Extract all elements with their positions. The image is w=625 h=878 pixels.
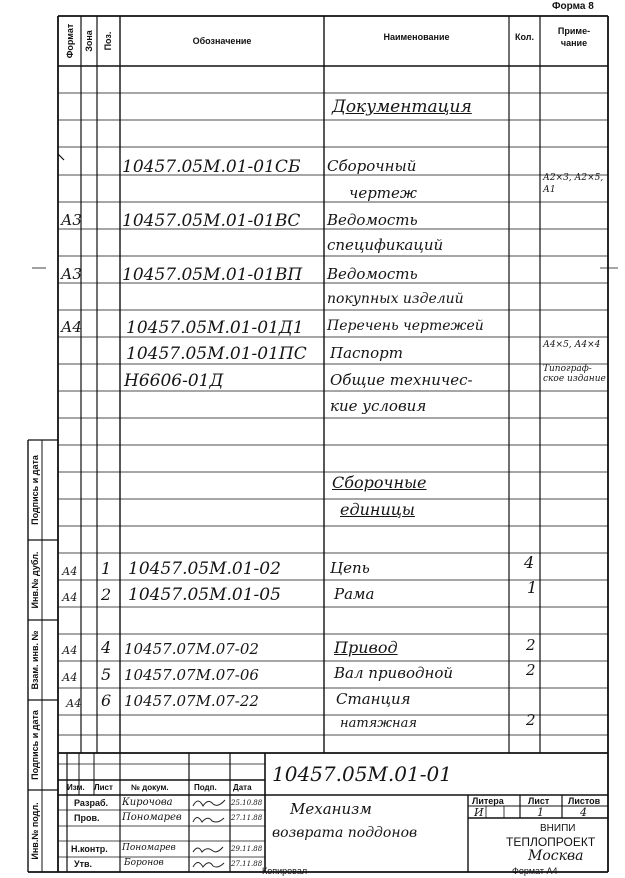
header-note-line1: Приме-: [557, 26, 591, 36]
side-vzam-inv: Взам. инв. №: [30, 630, 40, 690]
row-name-cont: натяжная: [340, 716, 417, 731]
header-zone: Зона: [84, 30, 94, 52]
tb-nkontr-date: 29.11.88: [231, 845, 263, 853]
side-inv-dupl: Инв.№ дубл.: [30, 551, 40, 609]
row-pos: 5: [101, 665, 112, 684]
tb-name-line1: Механизм: [290, 800, 372, 818]
row-format: А4: [62, 671, 78, 684]
row-name: Цепь: [330, 559, 370, 577]
form-label: Форма 8: [552, 1, 594, 12]
tb-razrab-name: Кирочова: [122, 797, 173, 808]
row-designation: 10457.05М.01-01ПС: [126, 344, 307, 364]
row-name: Ведомость: [327, 211, 418, 229]
tb-col-sign: Подп.: [194, 783, 217, 792]
tb-name-line2: возврата поддонов: [272, 825, 418, 841]
footer-copied: Копировал: [262, 866, 308, 876]
section-documentation: Документация: [332, 97, 472, 117]
tb-sheet-label: Лист: [528, 796, 550, 806]
header-qty: Кол.: [515, 32, 534, 42]
row-format: А4: [62, 565, 78, 578]
row-note: Типограф- ское издание: [543, 364, 606, 384]
row-designation: 10457.05М.01-01ВП: [122, 265, 303, 285]
row-qty: 1: [527, 578, 538, 597]
row-name: Привод: [334, 638, 398, 657]
row-name: Общие техничес-: [330, 371, 473, 389]
tb-utv-date: 27.11.88: [231, 860, 263, 868]
row-designation: 10457.05М.01-05: [128, 585, 281, 605]
tb-col-list: Лист: [94, 783, 113, 792]
row-name-cont: спецификаций: [327, 236, 444, 254]
tb-col-date: Дата: [233, 783, 252, 792]
tb-utv-name: Боронов: [124, 858, 164, 868]
row-name-cont: кие условия: [330, 397, 427, 415]
tb-sheet-value: 1: [537, 806, 544, 819]
row-name: Рама: [334, 585, 375, 603]
header-name: Наименование: [383, 32, 450, 42]
section-assembly-line1: Сборочные: [332, 473, 427, 492]
header-pos: Поз.: [103, 31, 113, 51]
tb-org-line1: ВНИПИ: [540, 823, 576, 834]
tb-designation: 10457.05М.01-01: [272, 762, 452, 786]
row-pos: 1: [101, 559, 112, 578]
row-designation: Н6606-01Д: [124, 371, 224, 391]
row-format: А3: [61, 265, 82, 283]
row-designation: 10457.07М.07-02: [124, 640, 259, 658]
row-format: А4: [61, 318, 82, 336]
row-name: Ведомость: [327, 265, 418, 283]
row-name-cont: покупных изделий: [327, 291, 464, 307]
footer-format: Формат А4: [512, 866, 558, 876]
row-pos: 4: [101, 638, 112, 657]
side-inv-orig: Инв.№ подл.: [30, 802, 40, 860]
tb-row-nkontr: Н.контр.: [71, 844, 108, 854]
row-qty: 4: [524, 553, 535, 572]
tb-sheets-label: Листов: [568, 796, 601, 806]
tb-nkontr-name: Пономарев: [122, 843, 176, 853]
row-name-cont: чертеж: [349, 184, 417, 202]
header-note-line2: чание: [560, 38, 588, 48]
row-name: Вал приводной: [334, 664, 454, 682]
row-name: Сборочный: [327, 157, 417, 175]
row-designation: 10457.05М.01-01ВС: [122, 211, 301, 231]
row-note: А2×3, А2×5, А1: [543, 173, 604, 195]
tb-prov-date: 27.11.88: [231, 814, 263, 822]
header-format: Формат: [65, 23, 75, 59]
tb-litera-label: Литера: [472, 796, 504, 806]
tb-org-line2: ТЕПЛОПРОЕКТ: [506, 835, 596, 849]
row-note: А4×5, А4×4: [543, 340, 601, 350]
tb-row-utv: Утв.: [74, 859, 93, 869]
tb-row-razrab: Разраб.: [74, 798, 109, 808]
tb-org-line3: Москва: [528, 848, 584, 864]
tb-prov-name: Пономарев: [122, 812, 182, 823]
row-qty: 2: [526, 711, 536, 729]
tb-row-prov: Пров.: [74, 813, 100, 823]
row-name: Станция: [336, 690, 411, 708]
row-format: А4: [62, 644, 78, 657]
tb-litera-value: И: [474, 806, 484, 819]
tb-razrab-date: 25.10.88: [231, 799, 263, 807]
side-sign-date-2: Подпись и дата: [30, 710, 40, 780]
row-designation: 10457.07М.07-22: [124, 692, 259, 710]
row-designation: 10457.05М.01-01СБ: [122, 157, 301, 177]
row-designation: 10457.07М.07-06: [124, 666, 259, 684]
row-designation: 10457.05М.01-01Д1: [126, 318, 304, 338]
row-qty: 2: [526, 661, 536, 679]
tb-col-izm: Изм.: [67, 783, 85, 792]
row-format: А4: [62, 591, 78, 604]
row-designation: 10457.05М.01-02: [128, 559, 281, 579]
row-name: Перечень чертежей: [327, 318, 484, 334]
row-name: Паспорт: [330, 344, 403, 362]
row-pos: 2: [101, 585, 112, 604]
section-assembly-line2: единицы: [340, 500, 415, 519]
side-sign-date-1: Подпись и дата: [30, 455, 40, 525]
row-qty: 2: [526, 636, 536, 654]
header-designation: Обозначение: [192, 36, 252, 46]
row-format: А4: [66, 697, 82, 710]
tb-sheets-value: 4: [580, 806, 587, 819]
row-format: А3: [61, 211, 82, 229]
row-pos: 6: [101, 691, 112, 710]
tb-col-doc: № докум.: [131, 783, 169, 792]
